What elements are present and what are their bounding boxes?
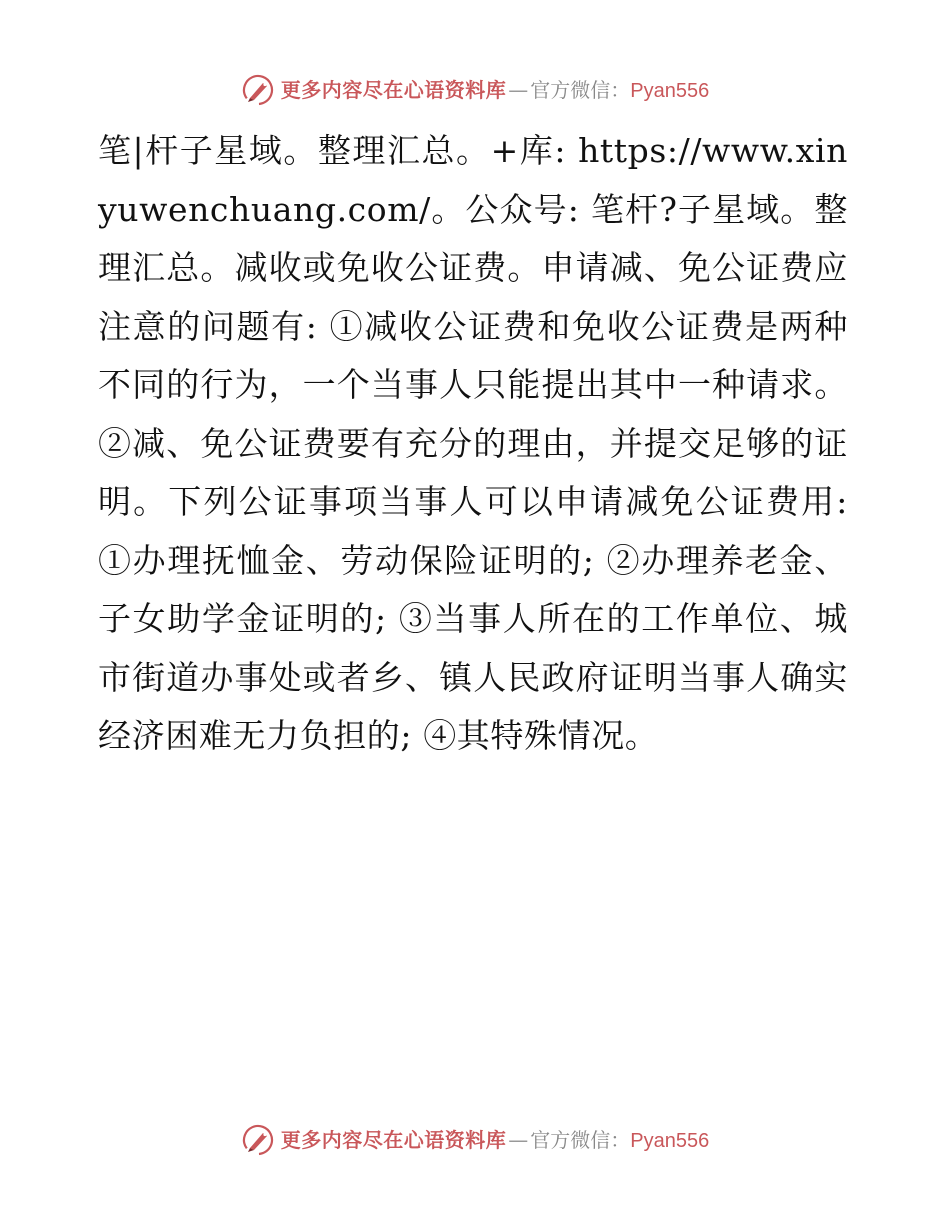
header-separator: — xyxy=(508,77,529,102)
pen-logo-icon xyxy=(241,1123,275,1157)
header-wechat-id: Pyan556 xyxy=(630,79,710,102)
footer-label: 官方微信： xyxy=(530,1127,631,1152)
footer-brand-text: 更多内容尽在心语资料库 xyxy=(280,1127,507,1152)
footer-banner[interactable] xyxy=(0,1120,950,1160)
footer-separator: — xyxy=(508,1127,529,1152)
pen-logo-icon xyxy=(241,73,275,107)
body-paragraph: 笔|杆子星域。整理汇总。+库: https://www.xinyuwenchuang.com/。公众号: 笔杆?子星域。整理汇总。减收或免收公证费。申请减、免公证费应注意的问题有: ①减收公证费和免收公证费是两种不同的行为，一个当事人只能提出其中一种请求。②减、免公证费要有充分的理由，并提交足够的证明。下列公证事项当事人可以申请减免公证费用: ①办理抚恤金、劳动保险证明的; ②办理养老金、子女助学金证明的; ③当事人所在的工作单位、城市街道办事处或者乡、镇人民政府证明当事人确实经济困难无力负担的; ④其特殊情况。 xyxy=(98,131,848,755)
header-banner[interactable] xyxy=(0,70,950,110)
header-label: 官方微信： xyxy=(530,77,631,102)
header-brand-text: 更多内容尽在心语资料库 xyxy=(280,77,507,102)
footer-wechat-id: Pyan556 xyxy=(630,1129,710,1152)
